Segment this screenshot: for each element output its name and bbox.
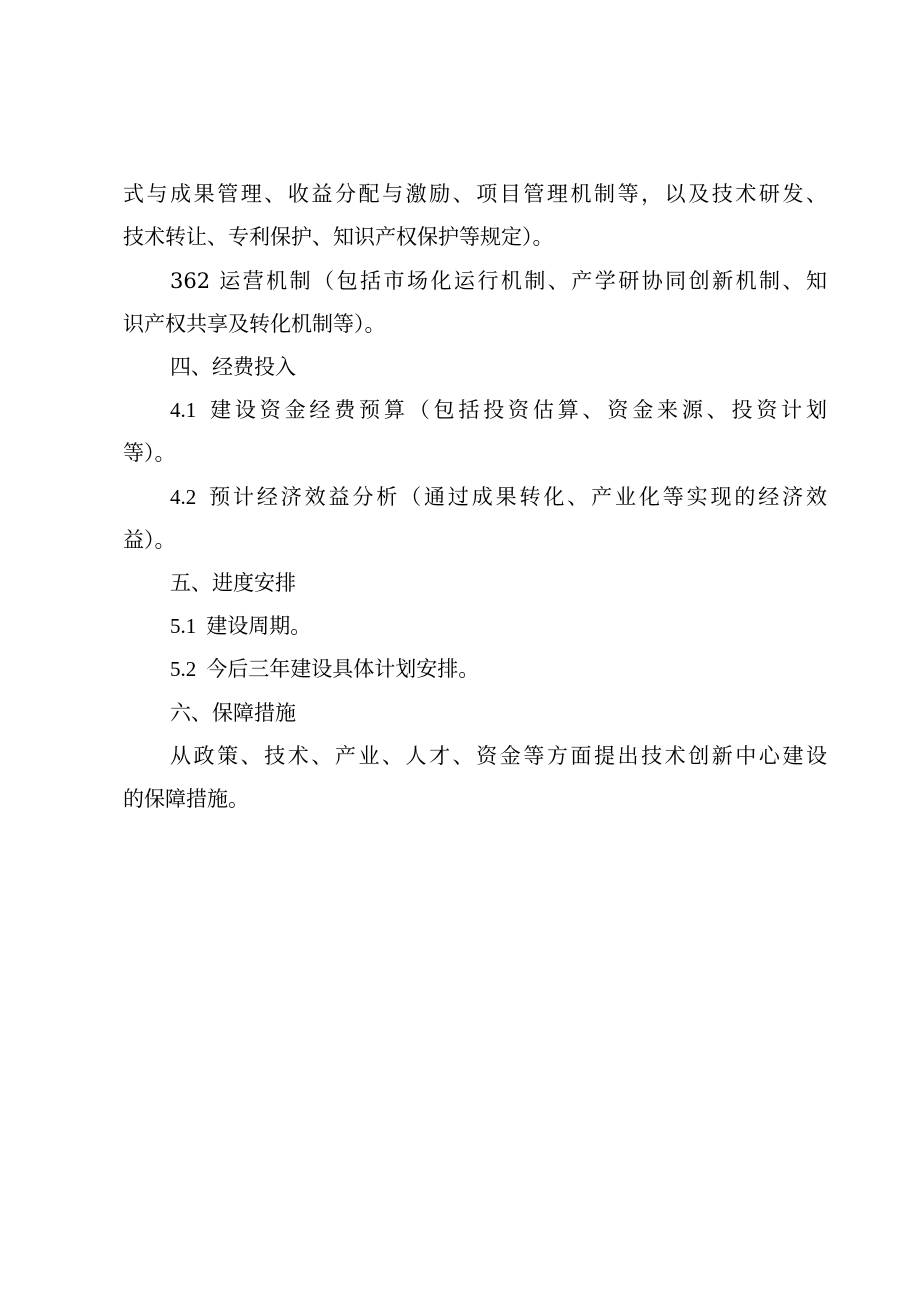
paragraph-line: 技术转让、专利保护、知识产权保护等规定）。 xyxy=(123,225,554,249)
section-heading-safeguards: 六、保障措施 xyxy=(170,701,296,725)
item-text: 预计经济效益分析（通过成果转化、产业化等实现的经济效 xyxy=(206,485,827,509)
item-4-2-line: 益）。 xyxy=(123,528,176,552)
item-number: 4.1 xyxy=(170,398,197,422)
item-4-2-line xyxy=(170,483,827,511)
section-heading-funding: 四、经费投入 xyxy=(170,355,296,379)
item-number: 4.2 xyxy=(170,485,197,509)
section-heading-schedule: 五、进度安排 xyxy=(170,571,296,595)
item-number: 5.1 xyxy=(170,614,197,638)
item-text: 建设资金经费预算（包括投资估算、资金来源、投资计划 xyxy=(206,398,827,422)
item-number: 5.2 xyxy=(170,657,197,681)
item-4-1-line xyxy=(170,396,827,424)
paragraph-362-line: 识产权共享及转化机制等）。 xyxy=(123,312,386,336)
item-4-1-line: 等）。 xyxy=(123,441,176,465)
item-5-1-line xyxy=(170,612,827,640)
item-text: 今后三年建设具体计划安排。 xyxy=(206,657,480,681)
paragraph-line: 式与成果管理、收益分配与激励、项目管理机制等，以及技术研发、 xyxy=(123,182,827,206)
paragraph-362-line: 362 运营机制（包括市场化运行机制、产学研协同创新机制、知 xyxy=(170,269,827,293)
item-5-2-line xyxy=(170,655,827,683)
safeguards-body-line: 的保障措施。 xyxy=(123,787,249,811)
item-text: 建设周期。 xyxy=(206,614,312,638)
safeguards-body-line: 从政策、技术、产业、人才、资金等方面提出技术创新中心建设 xyxy=(170,744,827,768)
